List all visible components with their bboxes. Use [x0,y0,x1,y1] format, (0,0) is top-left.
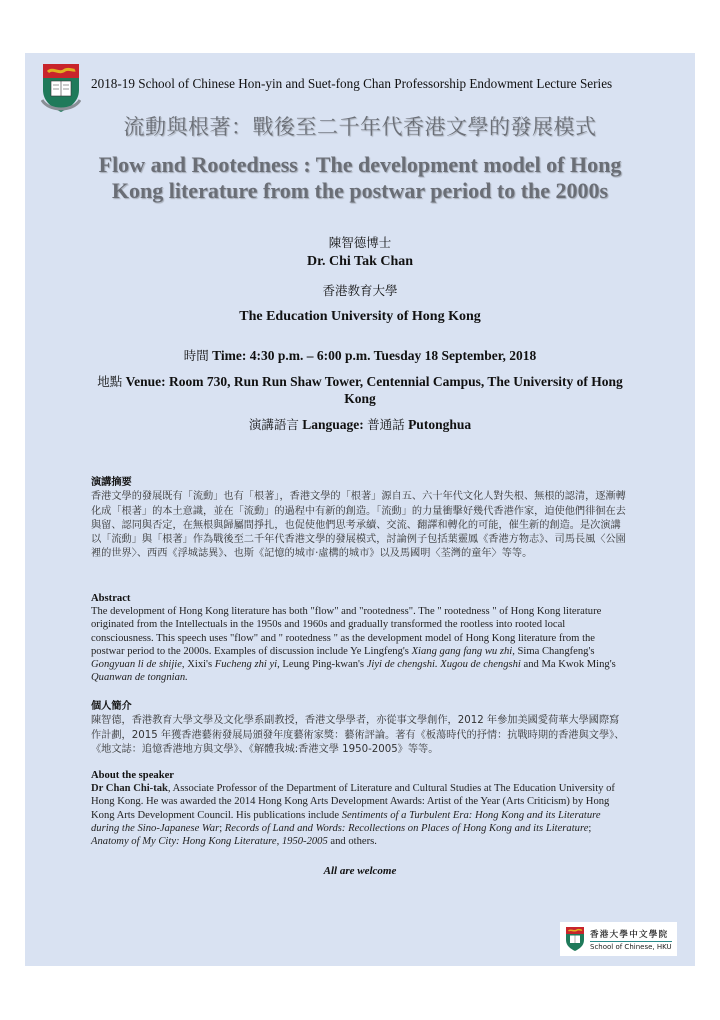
work-title: Gongyuan li de shijie [91,659,182,671]
abstract-text: The development of Hong Kong literature has both "flow" and "rootedness". The " rootedness " of Hong Kong literature originated from the Intellectuals in the 1950s and 1960s and gradually transformed the rootless into rooted local consciousness. This speech uses "flow" and " rootedness " as the development model of Hong Kong literature from the postwar period to the 2000s. Examples of discussion include Ye Lingfeng's [91,606,602,657]
school-of-chinese-logo [560,922,677,956]
poster [25,53,695,966]
language-label-chinese: 演講語言 [248,417,299,432]
work-title: Fucheng zhi yi [214,659,278,671]
work-title: Quanwan de tongnian. [91,672,188,684]
venue-value: Venue: Room 730, Run Run Shaw Tower, Centennial Campus, The University of Hong Kong [125,374,623,406]
abstract-text: and Ma Kwok Ming's [520,659,616,671]
work-title: Jiyi de chengshi. Xugou de chengshi [366,659,521,671]
abstract-text: , Leung Ping-kwan's [277,659,367,671]
title-english-line2: Kong literature from the postwar period to the 2000s [111,178,609,203]
abstract-text: , Sima Changfeng's [512,645,595,657]
hku-crest-icon [565,926,585,952]
bio-text: , Associate Professor of the Department of Literature and Cultural Studies at The Education University of Hong Kong. He was awarded the 2014 Hong Kong Arts Development Awards: Artist of the Year (Arts Criticism) by Hong Kong Arts Development Council. His publications include [91,783,615,821]
abstract-chinese [91,476,626,562]
title-english-line1: Flow and Rootedness : The development model of Hong [98,152,622,177]
event-language [25,416,695,433]
bio-chinese-heading: 個人簡介 [91,701,132,712]
title-chinese: 流動與根著：戰後至二千年代香港文學的發展模式 [123,115,597,139]
affiliation-english: The Education University of Hong Kong [239,309,481,324]
abstract-english-heading: Abstract [91,593,131,604]
time-value: Time: 4:30 p.m. – 6:00 p.m. Tuesday 18 September, 2018 [212,348,537,363]
bio-english [91,769,626,848]
abstract-text: , Xixi's [181,659,215,671]
logo-text-english: School of Chinese, HKU [590,942,672,951]
bio-text: and others. [327,836,377,848]
abstract-chinese-body: 香港文學的發展既有「流動」也有「根著」，香港文學的「根著」源自五、六十年代文化人對失根、無根的認清，逐漸轉化成「根著」的本土意識，並在「流動」的過程中有新的創造。「流動」的力量衝擊好幾代香港作家，迫使他們徘徊在去與留、認同與否定，在無根與歸屬間掙扎，也促使他們思考承續、交流、翻譯和轉化的可能，催生新的創造。是次演講以「流動」與「根著」作為戰後至二千年代香港文學的發展模式，討論例子包括葉靈鳳《香港方物志》、司馬長風〈公園裡的世界〉、西西《浮城誌異》、也斯《記憶的城市‧虛構的城市》以及馬國明〈荃灣的童年〉等等。 [91,491,626,560]
speaker-name-chinese: 陳智德博士 [328,235,392,250]
bio-text: ; [588,822,592,834]
publication-title: Anatomy of My City: Hong Kong Literature, 1950-2005 [91,836,328,848]
venue-label-chinese: 地點 [97,374,123,389]
publication-title: Sentiments of a Turbulent Era: Hong Kong and its Literature during the Sino-Japanese War [91,809,601,834]
abstract-english-body [91,605,626,684]
bio-english-heading: About the speaker [91,770,174,781]
hku-crest-icon [41,62,81,114]
abstract-chinese-heading: 演講摘要 [91,477,132,488]
bio-chinese [91,700,626,757]
affiliation-chinese: 香港教育大學 [322,283,398,298]
language-chinese: 普通話 [367,417,405,432]
logo-text-chinese: 香港大學中文學院 [590,928,672,942]
speaker-name-english: Dr. Chi Tak Chan [306,254,414,269]
logo-text [590,928,672,951]
bio-text: ; [219,822,225,834]
bio-chinese-body: 陳智德，香港教育大學文學及文化學系副教授，香港文學學者，亦從事文學創作，2012 年參加美國愛荷華大學國際寫作計劃，2015 年獲香港藝術發展局頒發年度藝術家獎：藝術評論。著有《板蕩時代的抒情：抗戰時期的香港與文學》、《地文誌：追憶香港地方與文學》、《解體我城:香港文學 1950-2005》等等。 [91,715,625,755]
publication-title: Records of Land and Words: Recollections on Places of Hong Kong and its Literature [224,822,589,834]
work-title: Xiang gang fang wu zhi [411,645,513,657]
lecture-series-title: 2018-19 School of Chinese Hon-yin and Suet-fong Chan Professorship Endowment Lecture Series [91,76,613,91]
abstract-english [91,592,626,684]
event-time [25,347,695,364]
language-prefix: Language: [302,417,364,432]
speaker-name-bold: Dr Chan Chi-tak [91,783,168,795]
time-label-chinese: 時間 [183,348,209,363]
language-english: Putonghua [408,417,472,432]
event-venue [80,373,640,407]
title-english [25,152,695,204]
all-welcome-note: All are welcome [323,865,397,877]
bio-english-body [91,782,626,848]
